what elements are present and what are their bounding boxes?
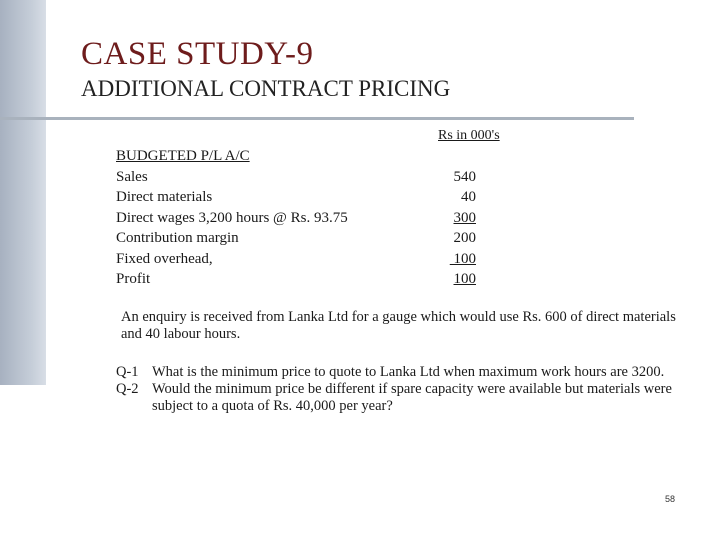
slide-subtitle: ADDITIONAL CONTRACT PRICING [81, 76, 451, 101]
table-row [116, 167, 476, 188]
budget-heading: BUDGETED P/L A/C [116, 148, 250, 164]
row-value: 40 [461, 189, 476, 205]
row-value: 100 [449, 250, 476, 267]
row-label: Sales [116, 168, 148, 185]
table-row [116, 269, 476, 290]
question-number: Q-2 [116, 381, 139, 397]
question-item [116, 381, 676, 415]
slide-title: CASE STUDY-9 [81, 36, 314, 72]
row-label: Contribution margin [116, 230, 239, 246]
row-label: Profit [116, 271, 151, 287]
question-text: Would the minimum price be different if spare capacity were available but materials were subject to a quota of Rs. 40,000 per year? [152, 381, 672, 414]
row-label: Direct wages 3,200 hours @ Rs. 93.75 [116, 209, 348, 226]
enquiry-text: An enquiry is received from Lanka Ltd for a gauge which would use Rs. 600 of direct materials and 40 labour hours. [121, 309, 676, 342]
table-row [116, 208, 476, 229]
question-list [116, 364, 676, 415]
page-number: 58 [665, 494, 676, 504]
question-number: Q-1 [116, 364, 139, 380]
question-text: What is the minimum price to quote to Lanka Ltd when maximum work hours are 3200. [152, 364, 665, 380]
row-label: Direct materials [116, 189, 213, 205]
title-divider [0, 117, 634, 120]
table-row [116, 187, 476, 208]
row-value: 200 [453, 230, 476, 246]
table-row [116, 228, 476, 249]
budget-pl-table [116, 146, 476, 290]
row-value: 300 [453, 209, 476, 226]
row-value: 540 [453, 168, 476, 185]
row-value: 100 [453, 271, 476, 287]
left-accent-bar [0, 0, 46, 385]
units-label: Rs in 000's [438, 128, 500, 143]
row-label: Fixed overhead, [116, 250, 213, 267]
table-row [116, 249, 476, 270]
table-heading-row [116, 146, 476, 167]
question-item [116, 364, 676, 381]
